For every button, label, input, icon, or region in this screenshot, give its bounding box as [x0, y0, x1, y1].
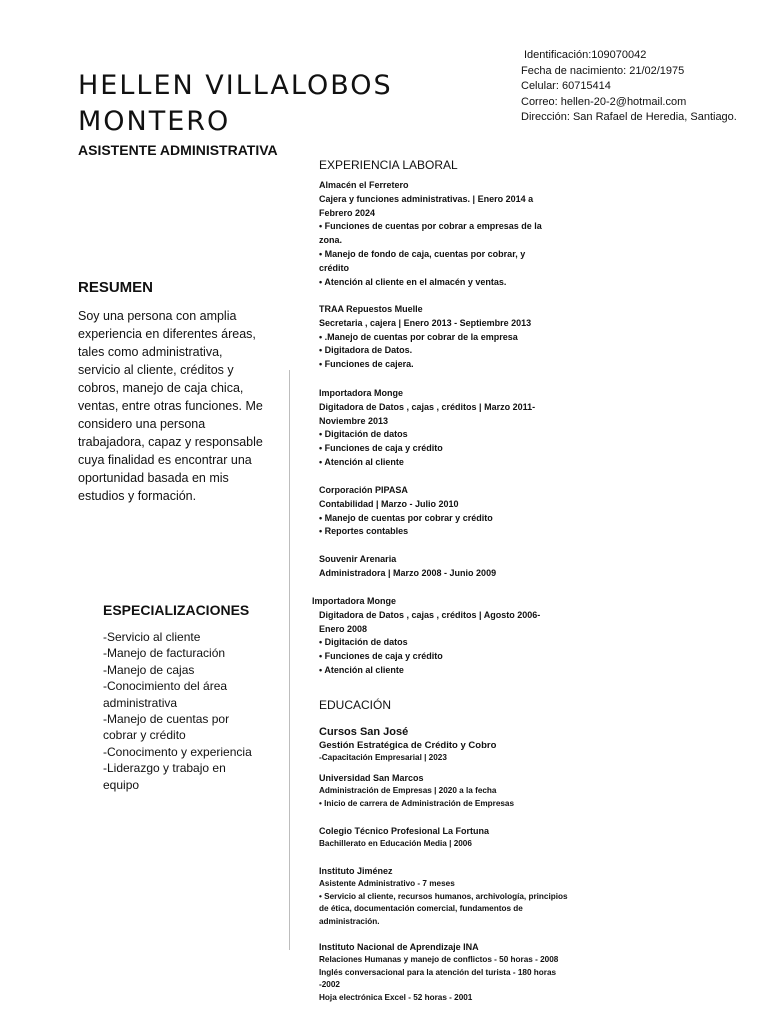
education-school: Cursos San José	[319, 726, 409, 738]
candidate-name	[78, 68, 418, 140]
education-detail: Bachillerato en Educación Media | 2006	[319, 839, 472, 848]
education-program: Gestión Estratégica de Crédito y Cobro	[319, 740, 497, 751]
education-entry	[319, 725, 575, 765]
column-divider	[289, 370, 290, 950]
contact-id: Identificación:109070042	[524, 49, 647, 61]
education-school: Universidad San Marcos	[319, 773, 424, 783]
experience-entry	[319, 553, 555, 581]
education-detail: • Inicio de carrera de Administración de Empresas	[319, 798, 515, 808]
experience-entry	[319, 179, 555, 289]
specialization-item: -Manejo de cajas	[103, 662, 195, 677]
summary-text: Soy una persona con amplia experiencia en diferentes áreas, tales como administrativa, servicio al cliente, créditos y cobros, manejo de caja chica, ventas, entre otras funciones. Me considero una persona trabajadora, capaz y responsable cuya finalidad es encontrar una oportunidad basada en mis estudios y formación.	[78, 309, 263, 503]
experience-company: Corporación PIPASA	[319, 485, 408, 495]
contact-block	[521, 48, 751, 126]
experience-bullet: • .Manejo de cuentas por cobrar de la empresa	[319, 331, 518, 342]
experience-bullet: • Digitadora de Datos.	[319, 345, 413, 356]
education-entry	[319, 865, 575, 928]
education-school: Instituto Nacional de Aprendizaje INA	[319, 942, 479, 952]
contact-address: Dirección: San Rafael de Heredia, Santiago.	[521, 111, 737, 123]
contact-birthdate: Fecha de nacimiento: 21/02/1975	[521, 64, 685, 77]
experience-bullet: • Atención al cliente en el almacén y ventas.	[319, 276, 507, 287]
education-heading: EDUCACIÓN	[319, 698, 392, 712]
education-detail: • Servicio al cliente, recursos humanos, archivología, principios de ética, documentación comercial, fundamentos de administración.	[319, 891, 568, 926]
education-detail: Inglés conversacional para la atención del turista - 180 horas -2002	[319, 967, 557, 989]
experience-company: Importadora Monge	[319, 388, 404, 398]
specialization-item: -Conocimiento del área administrativa	[103, 679, 228, 710]
experience-entry	[312, 595, 555, 678]
specialization-item: -Conocimento y experiencia	[103, 744, 252, 759]
experience-bullet: • Digitación de datos	[319, 429, 408, 440]
education-detail: Administración de Empresas | 2020 a la fecha	[319, 786, 497, 795]
education-detail: Asistente Administrativo - 7 meses	[319, 879, 455, 888]
education-entry	[319, 825, 575, 851]
experience-bullet: • Manejo de cuentas por cobrar y crédito	[319, 512, 493, 523]
experience-entry	[319, 484, 555, 539]
specialization-item: -Manejo de facturación	[103, 646, 226, 661]
summary-heading: RESUMEN	[78, 279, 154, 296]
name-line-1: HELLEN VILLALOBOS	[78, 70, 393, 101]
education-entry	[319, 772, 575, 810]
specializations-list	[103, 629, 263, 793]
job-title: ASISTENTE ADMINISTRATIVA	[78, 142, 278, 158]
education-school: Instituto Jiménez	[319, 866, 393, 876]
education-entry	[319, 941, 575, 1004]
experience-bullet: • Atención al cliente	[319, 664, 404, 675]
experience-role: Contabilidad | Marzo - Julio 2010	[319, 498, 459, 509]
education-detail: Relaciones Humanas y manejo de conflictos - 50 horas - 2008	[319, 955, 559, 964]
experience-company: Almacén el Ferretero	[319, 180, 409, 190]
contact-phone: Celular: 60715414	[521, 80, 611, 92]
specializations-heading: ESPECIALIZACIONES	[103, 602, 250, 618]
experience-bullet: • Atención al cliente	[319, 456, 404, 467]
experience-role: Administradora | Marzo 2008 - Junio 2009	[319, 567, 497, 578]
education-school: Colegio Técnico Profesional La Fortuna	[319, 826, 490, 836]
experience-company: TRAA Repuestos Muelle	[319, 304, 423, 314]
specialization-item: -Manejo de cuentas por cobrar y crédito	[103, 712, 230, 743]
experience-heading: EXPERIENCIA LABORAL	[319, 158, 458, 172]
experience-company: Importadora Monge	[312, 596, 397, 606]
experience-bullet: • Funciones de cajera.	[319, 359, 414, 370]
name-line-2: MONTERO	[78, 106, 231, 137]
experience-bullet: • Digitación de datos	[319, 637, 408, 648]
education-detail: Hoja electrónica Excel - 52 horas - 2001	[319, 992, 473, 1002]
experience-role: Digitadora de Datos , cajas , créditos | Marzo 2011-Noviembre 2013	[319, 401, 536, 426]
contact-email: Correo: hellen-20-2@hotmail.com	[521, 95, 687, 108]
experience-role: Cajera y funciones administrativas. | Enero 2014 a Febrero 2024	[319, 193, 534, 218]
experience-role: Digitadora de Datos , cajas , créditos | Agosto 2006-Enero 2008	[319, 609, 541, 634]
specialization-item: -Liderazgo y trabajo en equipo	[103, 761, 226, 792]
experience-role: Secretaria , cajera | Enero 2013 - Septiembre 2013	[319, 317, 532, 328]
experience-bullet: • Reportes contables	[319, 526, 409, 537]
experience-entry	[319, 303, 555, 372]
experience-company: Souvenir Arenaria	[319, 554, 397, 564]
experience-bullet: • Funciones de cuentas por cobrar a empresas de la zona.	[319, 221, 542, 246]
experience-entry	[319, 387, 555, 470]
experience-bullet: • Funciones de caja y crédito	[319, 651, 443, 662]
experience-bullet: • Funciones de caja y crédito	[319, 443, 443, 454]
education-detail: -Capacitación Empresarial | 2023	[319, 753, 447, 762]
experience-bullet: • Manejo de fondo de caja, cuentas por cobrar, y crédito	[319, 248, 526, 273]
specialization-item: -Servicio al cliente	[103, 630, 201, 644]
